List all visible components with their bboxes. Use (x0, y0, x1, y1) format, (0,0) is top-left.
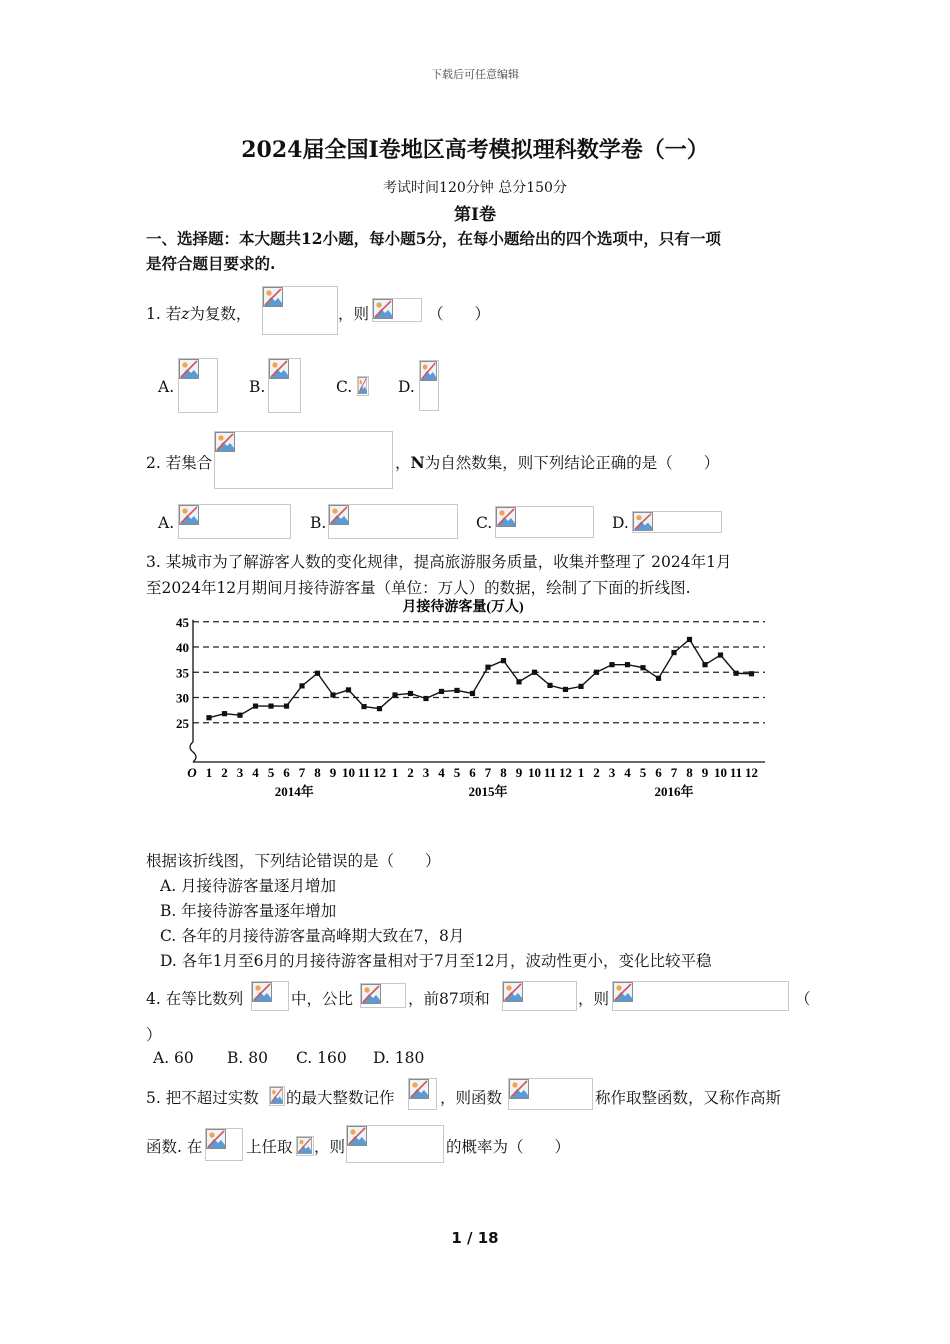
x-tick-label: 7 (670, 765, 678, 780)
x-tick-label: 7 (484, 765, 492, 780)
data-point (578, 684, 583, 689)
page-number: 1 / 18 (451, 1229, 499, 1247)
q1-option-a: A. (158, 378, 175, 396)
q2-option-c: C. (476, 514, 493, 532)
x-tick-label: 2 (593, 765, 600, 780)
data-point (330, 692, 335, 697)
data-point (222, 711, 227, 716)
q4-stem: 4. 在等比数列 (146, 990, 244, 1008)
formula-image-icon (360, 983, 406, 1008)
q1-paren: （ ） (428, 305, 491, 323)
q4-option-a: A. 60 (153, 1049, 194, 1067)
q2-option-a: A. (158, 514, 175, 532)
formula-image-icon (612, 981, 789, 1011)
instructions-line-1: 一、选择题：本大题共12小题，每小题5分，在每小题给出的四个选项中，只有一项 (146, 229, 721, 248)
q5-line2-d: 的概率为（ ） (446, 1138, 571, 1156)
x-tick-label: 11 (357, 765, 371, 780)
data-point (563, 687, 568, 692)
data-point (516, 679, 521, 684)
y-tick-label: 40 (176, 640, 189, 655)
data-point (470, 691, 475, 696)
x-tick-label: 11 (729, 765, 743, 780)
x-tick-label: 12 (745, 765, 758, 780)
data-point (284, 703, 289, 708)
data-point (501, 658, 506, 663)
x-tick-label: 9 (329, 765, 337, 780)
x-tick-label: 12 (373, 765, 386, 780)
formula-image-icon (296, 1136, 314, 1156)
q3-option-c: C. 各年的月接待游客量高峰期大致在7，8月 (160, 927, 465, 945)
x-tick-label: 5 (453, 765, 461, 780)
x-tick-label: 1 (205, 765, 213, 780)
x-group-label: 2016年 (654, 784, 694, 799)
q2-stem-rest: ，N为自然数集，则下列结论正确的是（ ） (395, 453, 720, 472)
x-group-label: 2014年 (274, 784, 314, 799)
x-tick-label: 2 (221, 765, 228, 780)
x-tick-label: 2 (407, 765, 414, 780)
x-tick-label: 10 (714, 765, 727, 780)
q3-option-b: B. 年接待游客量逐年增加 (160, 902, 337, 920)
x-tick-label: 10 (342, 765, 355, 780)
formula-image-icon (508, 1078, 593, 1110)
data-point (454, 688, 459, 693)
x-tick-label: 7 (298, 765, 306, 780)
q2-option-d: D. (612, 514, 629, 532)
x-tick-label: 8 (314, 765, 321, 780)
q5-line2-a: 函数. 在 (146, 1138, 203, 1156)
data-point (671, 650, 676, 655)
q4-paren-close: ） (146, 1026, 162, 1044)
x-tick-label: 5 (639, 765, 647, 780)
x-tick-label: 12 (559, 765, 572, 780)
data-point (485, 665, 490, 670)
formula-image-icon (269, 1086, 285, 1106)
data-point (594, 670, 599, 675)
q1-option-d: D. (398, 378, 415, 396)
formula-image-icon (205, 1128, 243, 1161)
q4-option-c: C. 160 (296, 1049, 347, 1067)
header-note: 下载后可任意编辑 (431, 68, 519, 81)
q3-option-d: D. 各年1月至6月的月接待游客量相对于7月至12月，波动性更小，变化比较平稳 (160, 952, 712, 970)
q5-line1-d: 称作取整函数，又称作高斯 (595, 1089, 782, 1107)
section-title: 第Ⅰ卷 (454, 205, 496, 225)
x-tick-label: 10 (528, 765, 541, 780)
data-point (640, 665, 645, 670)
formula-image-icon (502, 981, 577, 1011)
data-point (547, 683, 552, 688)
origin-label: O (187, 765, 197, 780)
series-line (209, 639, 752, 717)
x-tick-label: 5 (267, 765, 275, 780)
data-point (299, 683, 304, 688)
q5-line2-c: ，则 (314, 1138, 346, 1156)
q1-option-c: C. (336, 378, 353, 396)
x-tick-label: 3 (608, 765, 616, 780)
q2-option-b: B. (310, 514, 327, 532)
data-point (423, 696, 428, 701)
data-point (253, 703, 258, 708)
page-title: 2024届全国I卷地区高考模拟理科数学卷（一） (241, 137, 709, 163)
q3-line-1: 3. 某城市为了解游客人数的变化规律，提高旅游服务质量，收集并整理了 2024年1月 (146, 553, 732, 571)
q5-line1-b: 的最大整数记作 (286, 1089, 395, 1107)
data-point (687, 637, 692, 642)
x-tick-label: 8 (686, 765, 693, 780)
x-tick-label: 6 (283, 765, 290, 780)
data-point (718, 652, 723, 657)
q5-line1-a: 5. 把不超过实数 (146, 1089, 259, 1107)
q4-stem-d: ，则 (578, 990, 610, 1008)
q3-after-chart: 根据该折线图，下列结论错误的是（ ） (146, 852, 441, 870)
x-tick-label: 9 (701, 765, 709, 780)
data-point (749, 671, 754, 676)
formula-image-icon (346, 1125, 444, 1163)
q4-paren-open: （ (795, 990, 811, 1008)
x-tick-label: 3 (422, 765, 430, 780)
formula-image-icon (408, 1078, 437, 1110)
data-point (532, 670, 537, 675)
q4-stem-b: 中，公比 (291, 990, 354, 1008)
q4-option-d: D. 180 (373, 1049, 425, 1067)
q5-line2-b: 上任取 (246, 1138, 293, 1156)
data-point (625, 662, 630, 667)
y-tick-label: 35 (176, 665, 189, 681)
chart-title: 月接待游客量(万人) (402, 600, 524, 615)
q1-stem-then: ，则 (338, 305, 370, 323)
data-point (206, 715, 211, 720)
x-tick-label: 4 (438, 765, 445, 780)
x-tick-label: 6 (655, 765, 662, 780)
data-point (361, 704, 366, 709)
data-point (377, 706, 382, 711)
q5-line1-c: ，则函数 (440, 1089, 503, 1107)
data-point (733, 671, 738, 676)
data-point (439, 689, 444, 694)
instructions-line-2: 是符合题目要求的. (146, 254, 276, 273)
data-point (408, 691, 413, 696)
data-point (392, 692, 397, 697)
x-tick-label: 3 (236, 765, 244, 780)
formula-image-icon (251, 981, 289, 1011)
x-tick-label: 6 (469, 765, 476, 780)
x-tick-label: 8 (500, 765, 507, 780)
data-point (346, 687, 351, 692)
data-point (702, 662, 707, 667)
data-point (609, 662, 614, 667)
data-point (237, 713, 242, 718)
q3-option-a: A. 月接待游客量逐月增加 (160, 877, 337, 895)
x-group-label: 2015年 (468, 784, 508, 799)
x-tick-label: 11 (543, 765, 557, 780)
x-tick-label: 9 (515, 765, 523, 780)
data-point (315, 671, 320, 676)
q3-line-2: 至2024年12月期间月接待游客量（单位：万人）的数据，绘制了下面的折线图. (146, 579, 691, 597)
x-tick-label: 4 (624, 765, 631, 780)
data-point (656, 676, 661, 681)
y-tick-label: 30 (176, 690, 189, 706)
x-tick-label: 1 (391, 765, 399, 780)
x-tick-label: 1 (577, 765, 585, 780)
q4-stem-c: ，前87项和 (408, 990, 490, 1008)
q4-option-b: B. 80 (227, 1049, 268, 1067)
q1-stem: 1. 若z为复数， (146, 305, 252, 323)
x-tick-label: 4 (252, 765, 259, 780)
exam-info: 考试时间120分钟 总分150分 (383, 180, 567, 196)
q1-option-b: B. (249, 378, 266, 396)
y-tick-label: 45 (176, 614, 189, 630)
y-tick-label: 25 (176, 715, 189, 731)
data-point (268, 703, 273, 708)
q2-stem: 2. 若集合 (146, 454, 213, 472)
axis-break (190, 742, 196, 762)
